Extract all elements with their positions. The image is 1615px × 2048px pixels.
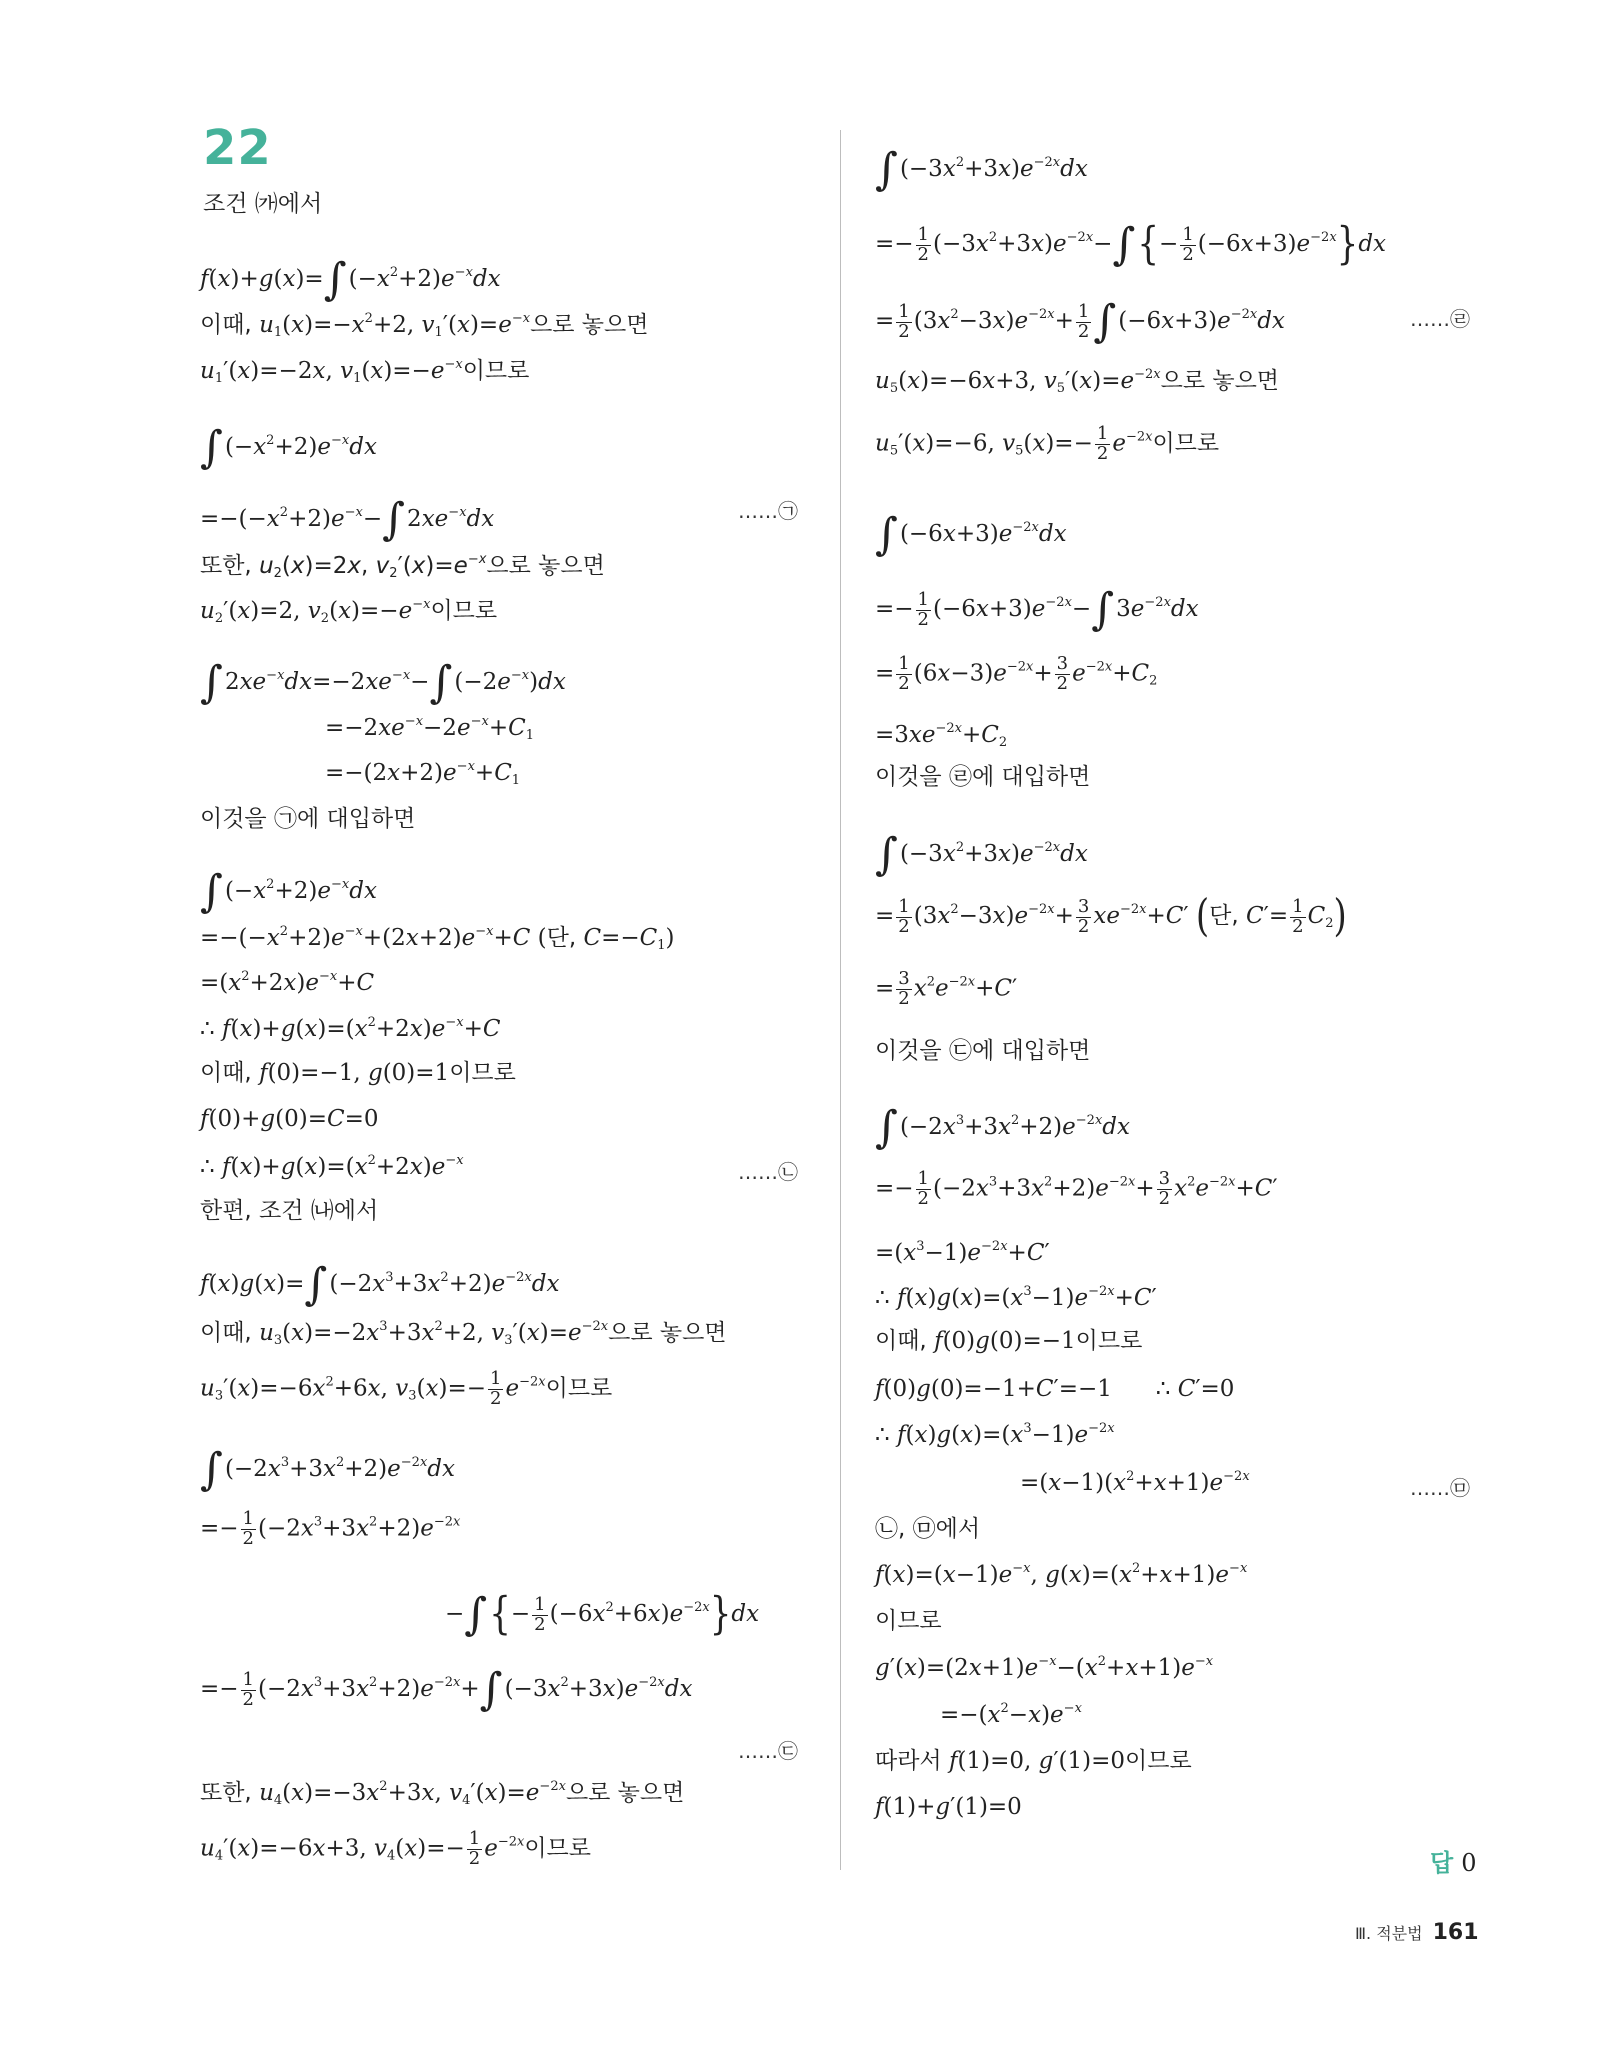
equation-line: $\int(-2x^3+3x^2+2)e^{-2x}dx$ xyxy=(875,1102,1130,1153)
equation-line: f(0)g(0)=−1+C′=−1 ∴ C′=0 xyxy=(875,1376,1235,1402)
equation-line: $f(x)g(x)=\int(-2x^3+3x^2+2)e^{-2x}dx$ xyxy=(200,1259,560,1310)
answer-label: 답 xyxy=(1430,1849,1454,1877)
equation-line: 이때, $u_3(x)=-2x^3+3x^2+2$, $v_3'(x)=e^{-2x}$으로 놓으면 xyxy=(200,1319,727,1348)
equation-line: =− $\frac{1}{2}$ $(-2x^3+3x^2+2)e^{-2x}$ xyxy=(200,1508,461,1549)
equation-line: $u_2'(x)=2$, $v_2(x)=-e^{-x}$이므로 xyxy=(200,597,498,626)
text-line: 한편, 조건 ㈏에서 xyxy=(200,1198,379,1224)
equation-line: = $\frac{1}{2}$ $(3x^2-3x)e^{-2x}+$ $\frac{1}{2}$ $\int(-6x+3)e^{-2x}dx$ xyxy=(875,296,1285,347)
text-line: 이것을 ㉢에 대입하면 xyxy=(875,1038,1091,1064)
page-footer xyxy=(1355,1920,1479,1945)
equation-line: $\int(-3x^2+3x)e^{-2x}dx$ xyxy=(875,829,1088,880)
equation-line: 이때, f(0)g(0)=−1이므로 xyxy=(875,1328,1143,1354)
equation-line: $u_1'(x)=-2x$, $v_1(x)=-e^{-x}$이므로 xyxy=(200,357,530,386)
problem-number: 22 xyxy=(203,120,272,176)
equation-line: ∴ $f(x)g(x)=(x^3-1)e^{-2x}+C'$ xyxy=(875,1284,1157,1311)
equation-line: $=(x-1)(x^2+x+1)e^{-2x}$ xyxy=(1020,1469,1250,1496)
equation-line: $=(x^2+2x)e^{-x}+C$ xyxy=(200,969,375,996)
text-line: 조건 ㈎에서 xyxy=(203,191,323,217)
text-line: 이것을 ㉣에 대입하면 xyxy=(875,764,1091,790)
equation-line: $g'(x)=(2x+1)e^{-x}-(x^2+x+1)e^{-x}$ xyxy=(875,1654,1214,1681)
page-number: 161 xyxy=(1432,1920,1479,1945)
text-line: 이므로 xyxy=(875,1608,942,1634)
equation-tag: ……㉢ xyxy=(738,1739,798,1763)
equation-line: $u_5'(x)=-6$, $v_5(x)=-$ $\frac{1}{2}$ $e^{-2x}$이므로 xyxy=(875,423,1220,464)
equation-line: $=3xe^{-2x}+C_2$ xyxy=(875,721,1008,750)
equation-line: $\int(-2x^3+3x^2+2)e^{-2x}dx$ xyxy=(200,1444,455,1495)
equation-line: ∴ $f(x)g(x)=(x^3-1)e^{-2x}$ xyxy=(875,1421,1115,1448)
equation-line: $u_5(x)=-6x+3$, $v_5'(x)=e^{-2x}$으로 놓으면 xyxy=(875,367,1280,396)
equation-line: 또한, $u_2(x)=2x$, $v_2'(x)=e^{-x}$으로 놓으면 xyxy=(200,552,605,581)
equation-line: $u_3'(x)=-6x^2+6x$, $v_3(x)=-$ $\frac{1}{2}$ $e^{-2x}$이므로 xyxy=(200,1368,613,1409)
text-line: ㉡, ㉤에서 xyxy=(875,1516,981,1542)
equation-line: $\int(-6x+3)e^{-2x}dx$ xyxy=(875,509,1067,560)
equation-line: =− $\frac{1}{2}$ $(-2x^3+3x^2+2)e^{-2x}+$ $\frac{3}{2}$ $x^2e^{-2x}+C'$ xyxy=(875,1168,1278,1209)
equation-line: $f(x)=(x-1)e^{-x}$, $g(x)=(x^2+x+1)e^{-x}$ xyxy=(875,1561,1248,1588)
equation-line: $\int 2xe^{-x}dx=-2xe^{-x}-\int(-2e^{-x})dx$ xyxy=(200,657,566,708)
equation-line: = $\frac{1}{2}$ $(6x-3)e^{-2x}+$ $\frac{3}{2}$ $e^{-2x}+C_2$ xyxy=(875,653,1158,694)
equation-line: $\int(-x^2+2)e^{-x}dx$ xyxy=(200,422,377,473)
equation-line: $\int(-x^2+2)e^{-x}dx$ xyxy=(200,866,377,917)
equation-line: 이때, $u_1(x)=-x^2+2$, $v_1'(x)=e^{-x}$으로 놓으면 xyxy=(200,311,649,340)
answer-value: 0 xyxy=(1461,1849,1477,1877)
equation-line: 또한, $u_4(x)=-3x^2+3x$, $v_4'(x)=e^{-2x}$으로 놓으면 xyxy=(200,1779,685,1808)
equation-line: $=-(2x+2)e^{-x}+C_1$ xyxy=(325,759,521,788)
equation-line: $=-(x^2-x)e^{-x}$ xyxy=(940,1701,1082,1728)
equation-line: = $\frac{3}{2}$ $x^2e^{-2x}+C'$ xyxy=(875,968,1018,1009)
equation-line: ∴ $f(x)+g(x)=(x^2+2x)e^{-x}$ xyxy=(200,1153,464,1180)
answer xyxy=(1430,1843,1476,1878)
chapter-title: Ⅲ. 적분법 xyxy=(1355,1924,1423,1943)
equation-line: 따라서 f(1)=0, g′(1)=0이므로 xyxy=(875,1748,1192,1774)
equation-line: $u_4'(x)=-6x+3$, $v_4(x)=-$ $\frac{1}{2}$ $e^{-2x}$이므로 xyxy=(200,1828,591,1869)
column-divider xyxy=(840,130,841,1870)
equation-line: $f(x)+g(x)=\int(-x^2+2)e^{-x}dx$ xyxy=(200,254,501,305)
text-line: 이것을 ㉠에 대입하면 xyxy=(200,806,416,832)
equation-line: =− $\frac{1}{2}$ $(-6x+3)e^{-2x}-\int 3e^{-2x}dx$ xyxy=(875,584,1199,635)
equation-tag: ……㉤ xyxy=(1410,1476,1470,1500)
equation-tag: ……㉣ xyxy=(1410,307,1470,331)
equation-line: $=-(-x^2+2)e^{-x}+(2x+2)e^{-x}+C$ (단, $C=-C_1$) xyxy=(200,924,675,953)
equation-line: $=-2xe^{-x}-2e^{-x}+C_1$ xyxy=(325,714,534,743)
equation-line: =− $\frac{1}{2}$ $(-3x^2+3x)e^{-2x}-\int\{-$ $\frac{1}{2}$ $(-6x+3)e^{-2x}\}dx$ xyxy=(875,218,1387,270)
equation-line: =− $\frac{1}{2}$ $(-2x^3+3x^2+2)e^{-2x}+\int(-3x^2+3x)e^{-2x}dx$ xyxy=(200,1664,693,1715)
equation-line: $\int(-3x^2+3x)e^{-2x}dx$ xyxy=(875,144,1088,195)
equation-line: = $\frac{1}{2}$ $(3x^2-3x)e^{-2x}+$ $\frac{3}{2}$ $xe^{-2x}+C'$ (단, C′= $\frac{1}{2}$ $C_2$) xyxy=(875,890,1347,942)
equation-line: f(1)+g′(1)=0 xyxy=(875,1794,1022,1820)
equation-line: f(0)+g(0)=C=0 xyxy=(200,1106,379,1132)
equation-tag: ……㉠ xyxy=(738,499,798,523)
equation-line: 이때, f(0)=−1, g(0)=1이므로 xyxy=(200,1060,516,1086)
equation-line: $=-(-x^2+2)e^{-x}-\int 2xe^{-x}dx$ xyxy=(200,494,495,545)
equation-line: ∴ $f(x)+g(x)=(x^2+2x)e^{-x}+C$ xyxy=(200,1015,501,1042)
equation-line: −∫{− $\frac{1}{2}$ $(-6x^2+6x)e^{-2x}\}dx$ xyxy=(445,1588,760,1640)
equation-line: $=(x^3-1)e^{-2x}+C'$ xyxy=(875,1239,1050,1266)
equation-tag: ……㉡ xyxy=(738,1160,798,1184)
